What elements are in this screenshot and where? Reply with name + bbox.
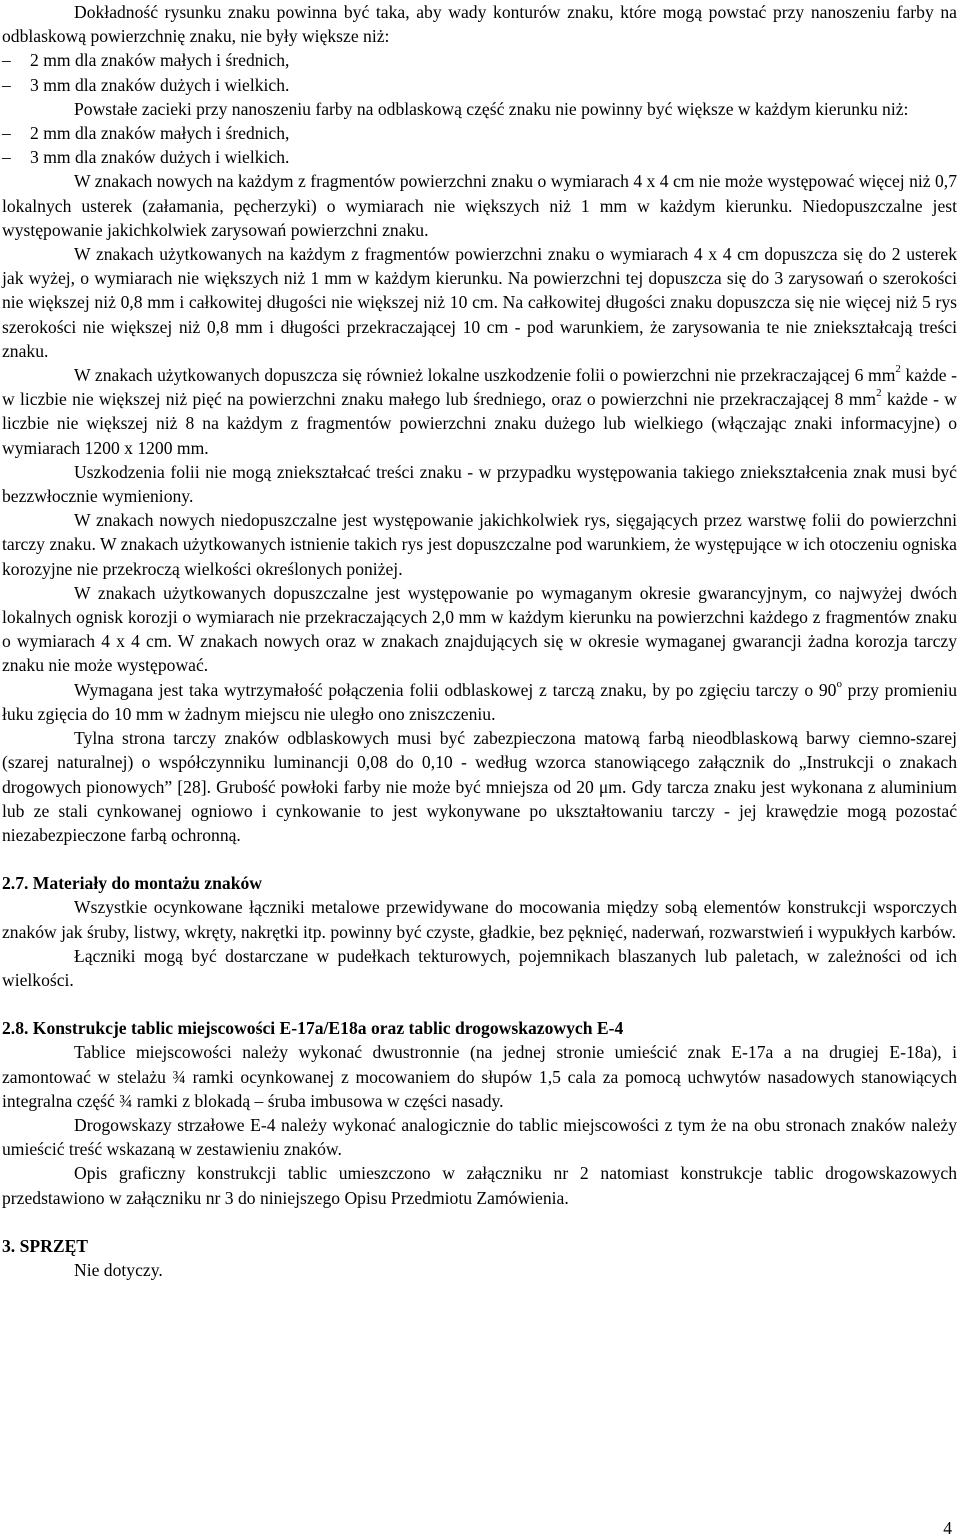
section-heading-3: 3. SPRZĘT [2, 1235, 89, 1256]
paragraph-foil-distortion: Uszkodzenia folii nie mogą zniekształcać treści znaku - w przypadku występowania takiego zniekształcenia znak musi być bezzwłocznie wymieniony. [2, 461, 957, 507]
text-run: W znakach użytkowanych dopuszcza się również lokalne uszkodzenie folii o powierzchni nie przekraczającej 6 mm [74, 365, 896, 386]
paragraph-direction-signs: Drogowskazy strzałowe E-4 należy wykonać analogicznie do tablic miejscowości z tym że na obu stronach znaków należy umieścić treść wskazaną w zestawieniu znaków. [2, 1114, 957, 1160]
dash-item [2, 73, 957, 97]
paragraph-foil-damage [2, 363, 957, 460]
section-heading-2-7: 2.7. Materiały do montażu znaków [2, 873, 262, 894]
paragraph-not-applicable: Nie dotyczy. [74, 1259, 163, 1280]
text-run: każde - w liczbie nie większej niż 8 na każdym z fragmentów powierzchni znaku dużego lub wielkiego (włączając znaki informacyjne) o wymiarach 1200 x 1200 mm. [2, 389, 958, 458]
spacer [2, 847, 957, 871]
superscript: o [836, 677, 842, 690]
dash-item-text: 3 mm dla znaków dużych i wielkich. [30, 74, 290, 95]
dash-item [2, 121, 957, 145]
text-run: każde - w liczbie nie większej niż pięć na powierzchni znaku małego lub średniego, oraz o powierzchni nie przekraczającej 8 mm [2, 365, 957, 410]
spacer [2, 992, 957, 1016]
dash-item-text: 2 mm dla znaków małych i średnich, [30, 123, 290, 144]
paragraph-graphic-description: Opis graficzny konstrukcji tablic umieszczono w załączniku nr 2 natomiast konstrukcje tablic drogowskazowych przedstawiono w załączniku nr 3 do niniejszego Opisu Przedmiotu Zamówienia. [2, 1163, 957, 1208]
paragraph-fasteners: Wszystkie ocynkowane łączniki metalowe przewidywane do mocowania między sobą elementów konstrukcji wsporczych znaków jak śruby, listwy, wkręty, nakrętki itp. powinny być czyste, gładkie, bez pęknięć, naderwań, rozwarstwień i wypukłych karbów. [2, 897, 957, 942]
dash-item [2, 145, 957, 169]
paragraph-adhesion-strength [2, 678, 957, 726]
paragraph-town-boards: Tablice miejscowości należy wykonać dwustronnie (na jednej stronie umieścić znak E-17a a na drugiej E-18a), i zamontować w stelażu ¾ ramki ocynkowanej z mocowaniem do słupów 1,5 cala za pomocą uchwytów nasadowych stanowiących integralna część ¾ ramki z blokadą – śruba imbusowa w części nasady. [2, 1042, 957, 1111]
dash-item-text: 3 mm dla znaków dużych i wielkich. [30, 147, 290, 168]
dash-item [2, 48, 957, 72]
section-heading-2-8: 2.8. Konstrukcje tablic miejscowości E-17a/E18a oraz tablic drogowskazowych E-4 [2, 1018, 624, 1039]
superscript: 2 [876, 387, 882, 400]
paragraph-drawing-accuracy: Dokładność rysunku znaku powinna być taka, aby wady konturów znaku, które mogą powstać przy nanoszeniu farby na odblaskową powierzchnię znaku, nie były większe niż: [2, 2, 957, 47]
paragraph-new-signs-defects: W znakach nowych na każdym z fragmentów powierzchni znaku o wymiarach 4 x 4 cm nie może występować więcej niż 0,7 lokalnych usterek (załamania, pęcherzyki) o wymiarach nie większych niż 1 mm w każdym kierunku. Niedopuszczalne jest występowanie jakichkolwiek zarysowań powierzchni znaku. [2, 171, 957, 240]
page-number: 4 [943, 1518, 952, 1538]
paragraph-scratches: W znakach nowych niedopuszczalne jest występowanie jakichkolwiek rys, sięgających przez warstwę folii do powierzchni tarczy znaku. W znakach użytkowanych istnienie takich rys jest dopuszczalne pod warunkiem, że występujące w ich otoczeniu ogniska korozyjne nie przekroczą wielkości określonych poniżej. [2, 510, 957, 579]
paragraph-used-signs-defects: W znakach użytkowanych na każdym z fragmentów powierzchni znaku o wymiarach 4 x 4 cm dopuszcza się do 2 usterek jak wyżej, o wymiarach nie większych niż 1 mm w każdym kierunku. Na powierzchni tej dopuszcza się do 3 zarysowań o szerokości nie większej niż 0,8 mm i całkowitej długości nie większej niż 10 cm. Na całkowitej długości znaku dopuszcza się nie więcej niż 5 rys szerokości nie większej niż 0,8 mm i długości przekraczającej 10 cm - pod warunkiem, że zarysowania te nie zniekształcają treści znaku. [2, 244, 957, 361]
text-run: przy promieniu łuku zgięcia do 10 mm w żadnym miejscu nie uległo ono zniszczeniu. [2, 679, 957, 724]
dash-marker: – [2, 147, 11, 168]
dash-marker: – [2, 123, 11, 144]
paragraph-back-side-paint: Tylna strona tarczy znaków odblaskowych musi być zabezpieczona matową farbą nieodblaskową barwy ciemno-szarej (szarej naturalnej) o współczynniku luminancji 0,08 do 0,10 - według wzorca stanowiącego załącznik do „Instrukcji o znakach drogowych pionowych” [28]. Grubość powłoki farby nie może być mniejsza od 20 μm. Gdy tarcza znaku jest wykonana z aluminium lub ze stali cynkowanej ogniowo i cynkowanie to jest wykonywane po ukształtowaniu tarczy - jej krawędzie mogą pozostać niezabezpieczone farbą ochronną. [2, 728, 957, 845]
dash-marker: – [2, 50, 11, 71]
paragraph-fastener-packaging: Łączniki mogą być dostarczane w pudełkach tekturowych, pojemnikach blaszanych lub paletach, w zależności od ich wielkości. [2, 945, 957, 990]
text-run: Wymagana jest taka wytrzymałość połączenia folii odblaskowej z tarczą znaku, by po zgięciu tarczy o 90 [74, 679, 837, 700]
superscript: 2 [895, 363, 901, 376]
spacer [2, 1210, 957, 1234]
paragraph-paint-drips: Powstałe zacieki przy nanoszeniu farby na odblaskową część znaku nie powinny być większe w każdym kierunku niż: [74, 98, 909, 119]
page-content [2, 0, 957, 1282]
dash-marker: – [2, 74, 11, 95]
dash-item-text: 2 mm dla znaków małych i średnich, [30, 50, 290, 71]
paragraph-corrosion: W znakach użytkowanych dopuszczalne jest występowanie po wymaganym okresie gwarancyjnym, co najwyżej dwóch lokalnych ognisk korozji o wymiarach nie przekraczających 2,0 mm w każdym kierunku na powierzchni każdego z fragmentów znaku o wymiarach 4 x 4 cm. W znakach nowych oraz w znakach znajdujących się w okresie wymaganej gwarancji żadna korozja tarczy znaku nie może występować. [2, 582, 957, 676]
